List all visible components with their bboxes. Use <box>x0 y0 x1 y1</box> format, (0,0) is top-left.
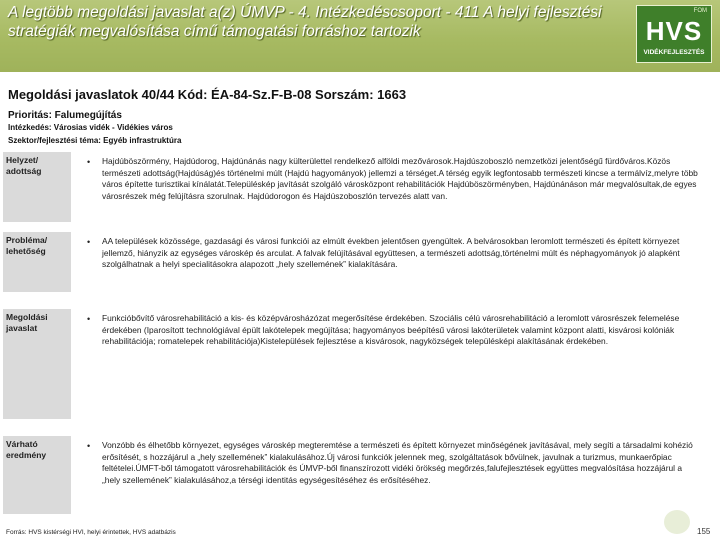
emblem-icon <box>664 510 690 534</box>
row-result <box>3 436 716 514</box>
logo-subtitle: VIDÉKFEJLESZTÉS <box>643 49 705 56</box>
logo-top-text: FOM <box>693 8 707 14</box>
page-number: 155 <box>697 527 711 536</box>
row-text: Vonzóbb és élhetőbb környezet, egységes városkép megteremtése a természeti és épített környezet minőségének javításával, mely segíti a társadalmi kohézió erősítését, s hozzájárul a „hely szellemének” kialakulásához.Új városi funkciók jelennek meg, szolgáltatások bővülnek, javulnak a turizmus, munkaerőpiac feltételei.ÚMFT-ből támogatott városrehabilitációk és ÚMVP-ből finanszírozott vidéki örökség megőrzés,falufejlesztések együttes megvalósítása hozzájárul a „hely szellemének” kialakulásához,a térségi identitás egységesítéséhez és erősítéséhez. <box>102 440 693 485</box>
bullet-icon: • <box>87 314 91 324</box>
page-title: Megoldási javaslatok 40/44 Kód: ÉA-84-Sz.F-B-08 Sorszám: 1663 <box>8 87 407 102</box>
row-label: Helyzet/ adottság <box>3 152 71 222</box>
logo-text: HVS <box>645 16 703 46</box>
row-text: Funkcióbővítő városrehabilitáció a kis- és középvárosházózat megerősítése érdekében. Szociális célú városrehabilitáció a leromlott városrészek felemelése érdekében (Iparosított technológiával épült lakótelepek megújítása; hagyományos beépítésű városi lakóterületek valamint központ alatti, kisvárosi kolóniák rehabilitációja; romatelepek rehabilitációja)Kistelepülések fejlesztése a kisvárosok, nagyközségek településképi alakításának érdekében. <box>102 313 680 347</box>
row-label: Várható eredmény <box>3 436 71 514</box>
bullet-icon: • <box>87 237 91 247</box>
row-problem <box>3 232 716 292</box>
row-situation <box>3 152 716 222</box>
row-text: Hajdúböszörmény, Hajdúdorog, Hajdúnánás nagy külterülettel rendelkező alföldi mezővárosok.Hajdúszoboszló nemzetközi jelentőségű fürdőváros.Közös természeti adottság(Hajdúság)és történelmi múlt (Hajdú hagyományok) jellemzi a térséget.A térség egyik legfontosabb természeti kincse a termálvíz,melyre több város építette turisztikai kínálatát.Településkép javítását szolgáló városközpont rehabilitációk Hajdúböszörményben, Hajdúnánáson már megvalósultak,de egyes városrészek még felújításra szorulnak. Hajdúdorogon és Hajdúszoboszlón tervezés alatt van. <box>102 156 698 201</box>
header-banner <box>0 0 720 72</box>
hvs-logo <box>636 5 712 63</box>
bullet-icon: • <box>87 441 91 451</box>
row-label: Megoldási javaslat <box>3 309 71 419</box>
sector-line: Szektor/fejlesztési téma: Egyéb infrastruktúra <box>8 136 182 145</box>
row-label: Probléma/ lehetőség <box>3 232 71 292</box>
bullet-icon: • <box>87 157 91 167</box>
row-solution <box>3 309 716 419</box>
source-note: Forrás: HVS kistérségi HVI, helyi érintettek, HVS adatbázis <box>6 529 176 536</box>
row-text: AA települések közössége, gazdasági és városi funkciói az elmúlt években jelentősen gyengültek. A belvárosokban leromlott természeti és épített környezet jellemző, hiányzik az egységes városkép és arculat. A falvak felújításával együttesen, a természeti adottság,történelmi múlt és néphagyományok jó alapként szolgálhatnak a helyi specialitásokra alapozott „hely szellemének” kialakítására. <box>102 236 680 270</box>
priority-line: Prioritás: Falumegújítás <box>8 110 122 121</box>
measure-line: Intézkedés: Városias vidék - Vidékies város <box>8 123 173 132</box>
header-title: A legtöbb megoldási javaslat a(z) ÚMVP - 4. Intézkedéscsoport - 411 A helyi fejlesztési stratégiák megvalósítása című támogatási forráshoz tartozik <box>8 4 602 40</box>
